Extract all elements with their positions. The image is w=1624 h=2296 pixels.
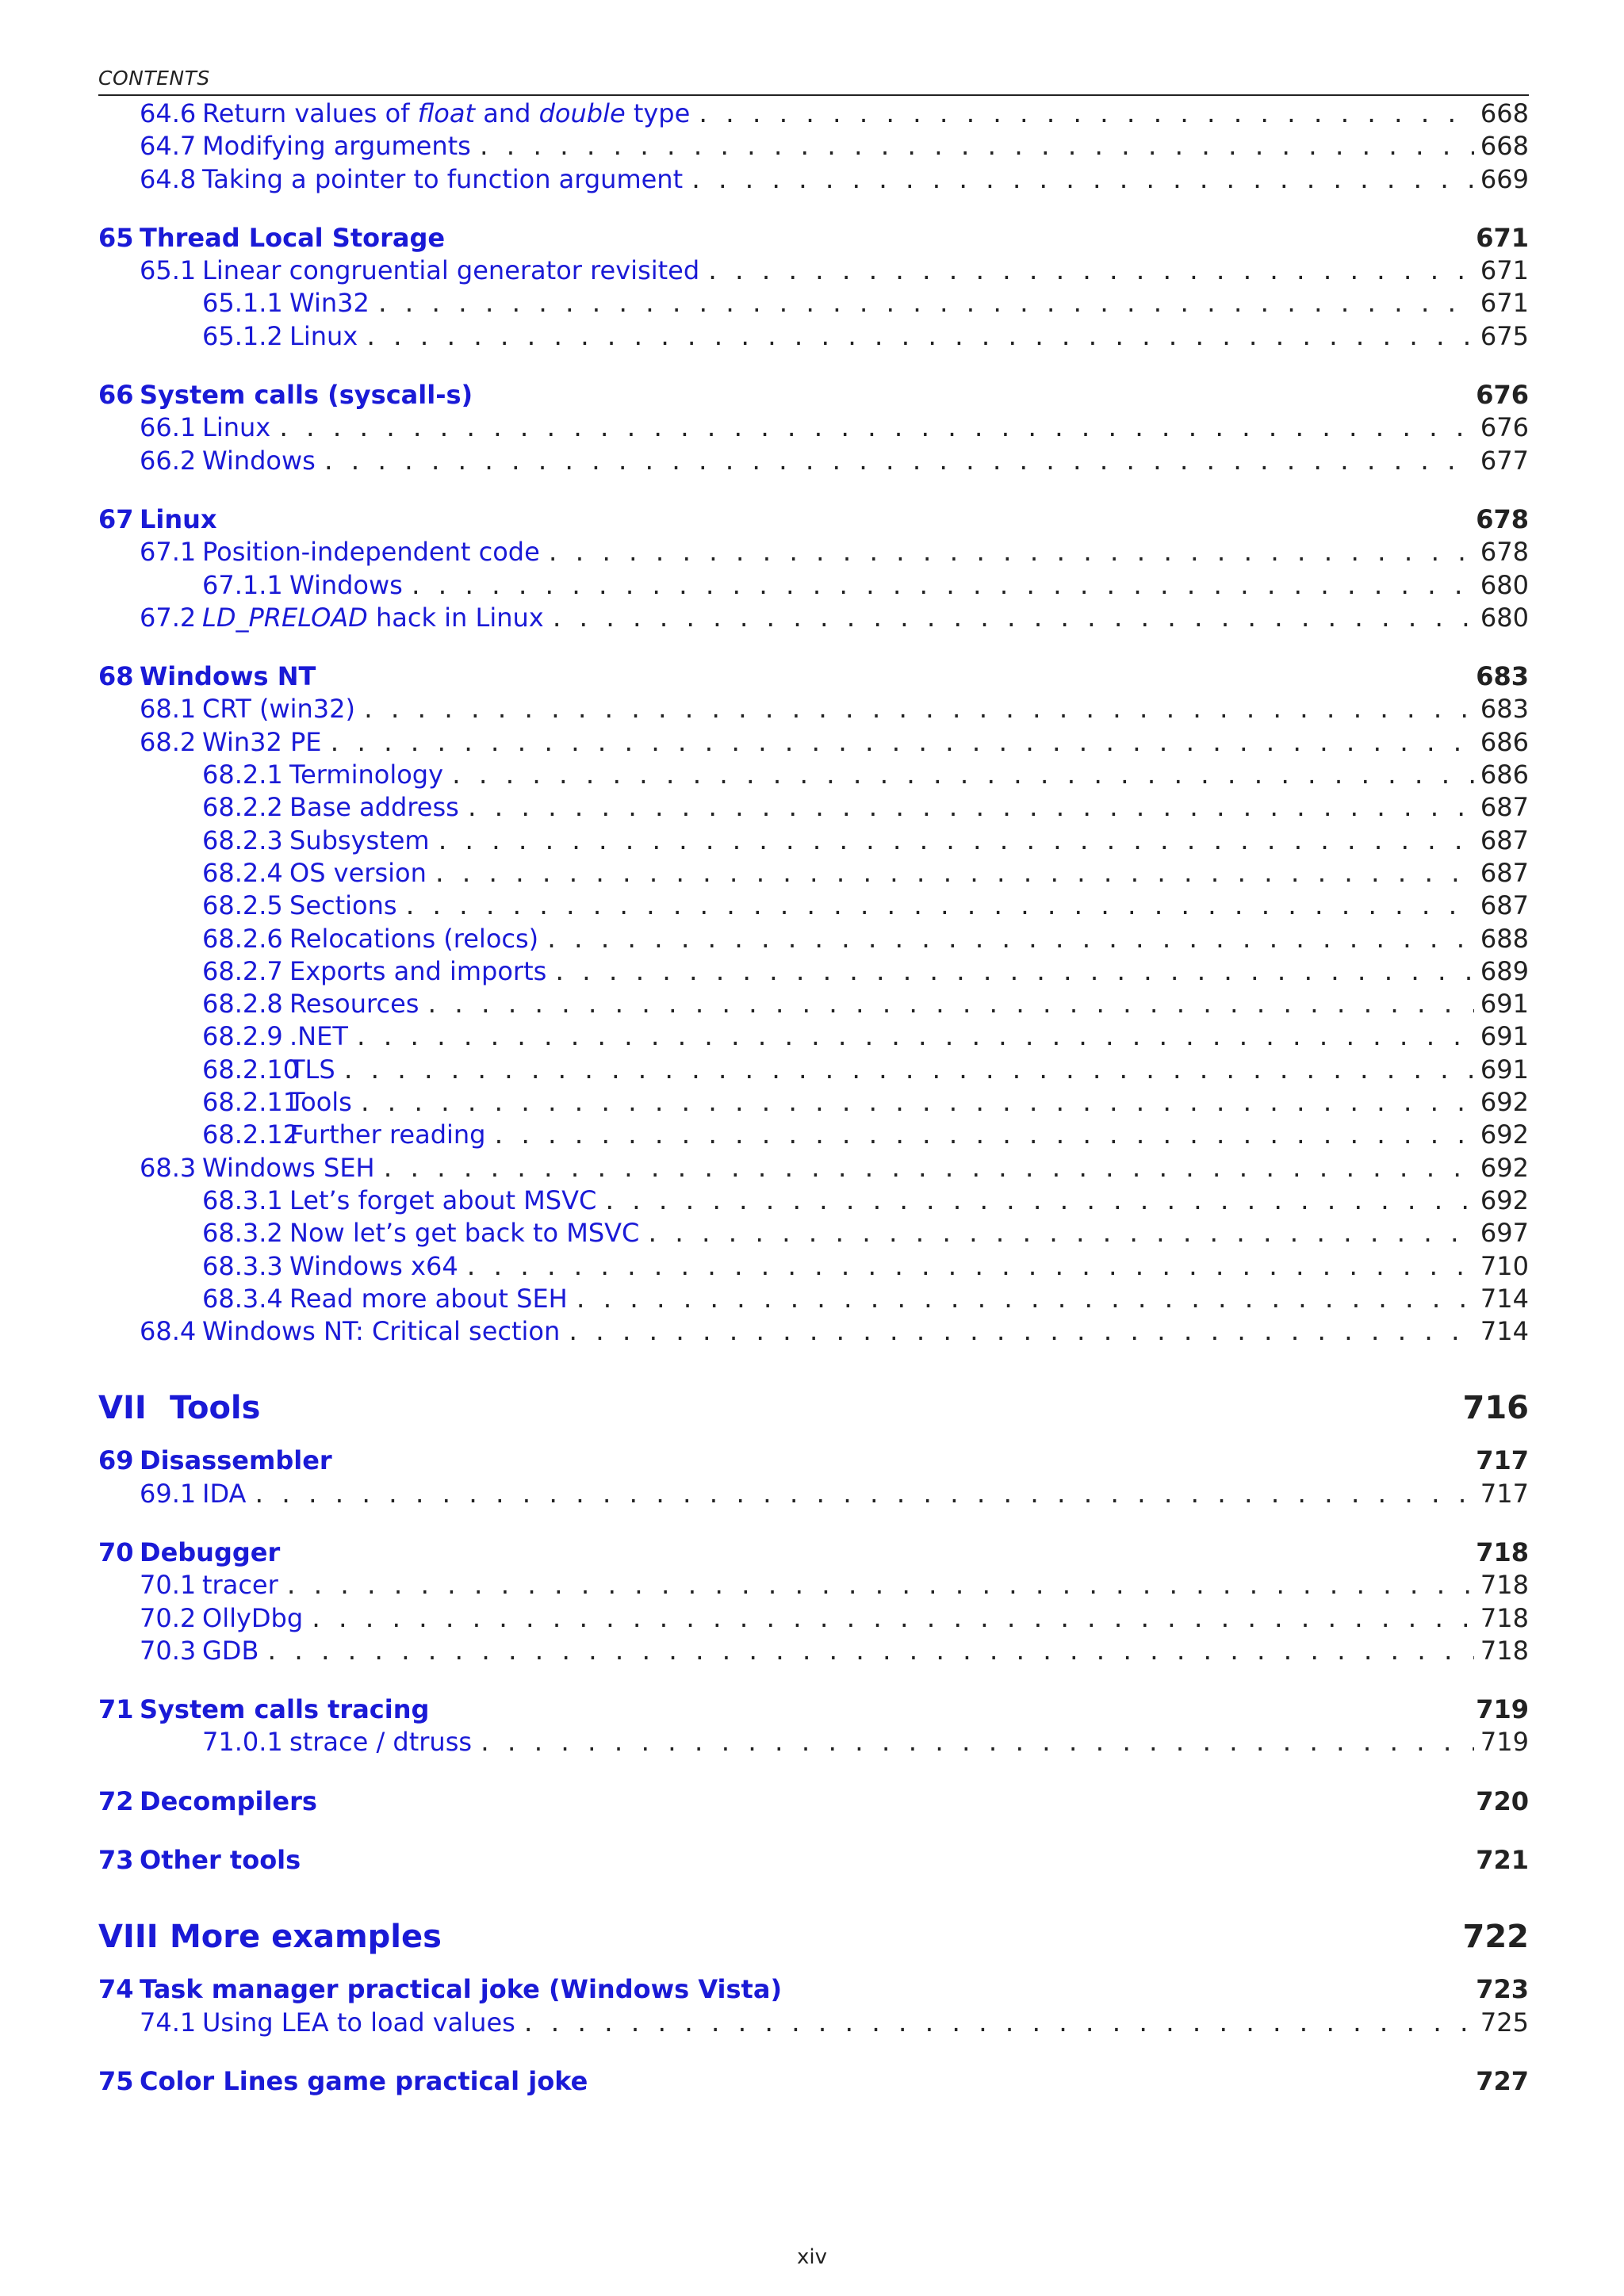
toc-entry-page: 676 <box>1480 412 1529 443</box>
dot-leader <box>477 131 1474 163</box>
toc-entry-title: Sections <box>289 890 397 921</box>
entry-link[interactable] <box>140 163 683 196</box>
toc-entry-page: 721 <box>1476 1845 1529 1876</box>
entry-link[interactable] <box>202 791 459 824</box>
entry-link[interactable] <box>140 1315 560 1348</box>
entry-link[interactable] <box>202 1217 639 1249</box>
toc-entry-number: 65 <box>98 222 134 253</box>
dot-leader <box>404 890 1474 923</box>
toc-section[interactable] <box>98 130 1529 163</box>
toc-entry-title: Windows <box>202 445 316 476</box>
toc-entry-page: 717 <box>1480 1478 1529 1509</box>
table-of-contents <box>98 98 1529 2098</box>
toc-entry-title: Taking a pointer to function argument <box>202 163 684 194</box>
dot-leader <box>328 727 1474 760</box>
dot-leader <box>689 164 1474 197</box>
entry-link[interactable] <box>202 287 370 320</box>
toc-entry-page: 718 <box>1480 1570 1529 1601</box>
toc-subsection[interactable] <box>98 287 1529 320</box>
toc-entry-title: Let’s forget about MSVC <box>289 1184 597 1215</box>
toc-subsection[interactable] <box>98 955 1529 988</box>
toc-entry-page: 687 <box>1480 857 1529 888</box>
toc-entry-page: 680 <box>1480 602 1529 633</box>
entry-link[interactable] <box>202 988 419 1020</box>
toc-subsection[interactable] <box>98 569 1529 602</box>
toc-entry-title: OllyDbg <box>202 1602 304 1633</box>
chapter-link[interactable] <box>98 222 445 254</box>
entry-link[interactable] <box>202 1086 352 1119</box>
toc-subsection[interactable] <box>98 1020 1529 1053</box>
toc-entry-number: VIII <box>98 1919 159 1956</box>
toc-entry-number: 71 <box>98 1694 134 1725</box>
toc-subsection[interactable] <box>98 1086 1529 1119</box>
toc-part[interactable] <box>98 1913 1529 1961</box>
dot-leader <box>436 825 1474 858</box>
toc-chapter[interactable] <box>98 1785 1529 1818</box>
entry-link[interactable] <box>140 693 355 725</box>
toc-entry-number: 68.2.5 <box>202 890 283 921</box>
entry-link[interactable] <box>202 955 546 988</box>
entry-link[interactable] <box>202 1020 348 1053</box>
toc-entry-page: 717 <box>1476 1445 1529 1476</box>
toc-entry-title: Position-independent code <box>202 537 540 568</box>
toc-entry-page: 692 <box>1480 1184 1529 1215</box>
toc-entry-title: Windows <box>289 569 403 600</box>
toc-entry-page: 671 <box>1480 255 1529 286</box>
toc-subsection[interactable] <box>98 1184 1529 1217</box>
toc-entry-title: Return values of float and double type <box>202 98 691 128</box>
toc-entry-number: 72 <box>98 1785 134 1816</box>
toc-entry-number: 68.2.4 <box>202 857 283 888</box>
dot-leader <box>566 1316 1474 1349</box>
toc-entry-title: Windows SEH <box>202 1152 375 1183</box>
toc-chapter[interactable] <box>98 1445 1529 1477</box>
dot-leader <box>465 792 1474 825</box>
part-link[interactable] <box>98 1384 260 1432</box>
toc-section[interactable] <box>98 693 1529 725</box>
toc-entry-number: 65.1 <box>140 255 197 286</box>
entry-link[interactable] <box>140 602 544 634</box>
toc-entry-page: 691 <box>1480 989 1529 1020</box>
dot-leader <box>545 924 1474 956</box>
toc-entry-title: Exports and imports <box>289 955 547 986</box>
toc-entry-number: VII <box>98 1390 147 1427</box>
entry-link[interactable] <box>140 130 471 163</box>
toc-entry-page: 697 <box>1480 1218 1529 1249</box>
toc-entry-number: 64.7 <box>140 131 197 162</box>
toc-entry-title: Using LEA to load values <box>202 2007 515 2038</box>
entry-link[interactable] <box>202 569 403 602</box>
toc-entry-title: strace / dtruss <box>289 1727 473 1758</box>
chapter-link[interactable] <box>98 2065 588 2098</box>
entry-link[interactable] <box>202 1119 485 1151</box>
toc-section[interactable] <box>98 726 1529 759</box>
toc-entry-title: Task manager practical joke (Windows Vista) <box>140 1974 783 2005</box>
chapter-link[interactable] <box>98 1785 317 1818</box>
entry-link[interactable] <box>202 1054 335 1086</box>
chapter-link[interactable] <box>98 1973 782 2006</box>
toc-chapter[interactable] <box>98 2065 1529 2098</box>
toc-entry-page: 710 <box>1480 1250 1529 1281</box>
toc-entry-page: 714 <box>1480 1283 1529 1314</box>
toc-entry-page: 716 <box>1462 1390 1529 1427</box>
entry-link[interactable] <box>202 1184 596 1217</box>
entry-link[interactable] <box>202 890 397 922</box>
toc-entry-number: 66.2 <box>140 445 197 476</box>
dot-leader <box>450 760 1474 792</box>
toc-entry-number: 68.2.6 <box>202 923 283 954</box>
toc-entry-page: 687 <box>1480 825 1529 855</box>
dot-leader <box>409 570 1474 603</box>
dot-leader <box>492 1119 1473 1152</box>
toc-entry-page: 723 <box>1476 1974 1529 2005</box>
dot-leader <box>522 2007 1474 2040</box>
chapter-link[interactable] <box>98 379 473 411</box>
dot-leader <box>433 858 1474 890</box>
toc-entry-number: 68.2.9 <box>202 1021 283 1052</box>
entry-link[interactable] <box>140 2007 515 2039</box>
toc-entry-title: Linux <box>202 412 271 443</box>
toc-entry-title: Subsystem <box>289 825 430 855</box>
toc-entry-number: 68.2.2 <box>202 792 283 823</box>
dot-leader <box>574 1284 1474 1316</box>
toc-entry-title: System calls tracing <box>140 1694 430 1725</box>
toc-entry-number: 70.3 <box>140 1635 197 1666</box>
toc-entry-page: 692 <box>1480 1152 1529 1183</box>
toc-entry-title: Windows x64 <box>289 1250 458 1281</box>
entry-link[interactable] <box>140 726 322 759</box>
toc-entry-number: 67.1.1 <box>202 569 283 600</box>
toc-entry-title: More examples <box>170 1919 442 1956</box>
toc-entry-title: Debugger <box>140 1536 281 1567</box>
toc-entry-page: 687 <box>1480 792 1529 823</box>
toc-entry-title: Linear congruential generator revisited <box>202 255 700 286</box>
toc-entry-number: 65.1.1 <box>202 288 283 319</box>
toc-entry-title: Windows NT <box>140 661 316 692</box>
toc-entry-page: 722 <box>1462 1919 1529 1956</box>
dot-leader <box>285 1570 1474 1602</box>
toc-entry-number: 66.1 <box>140 412 197 443</box>
toc-entry-number: 67.1 <box>140 537 197 568</box>
toc-entry-number: 68.2.11 <box>202 1087 300 1118</box>
toc-entry-title: Read more about SEH <box>289 1283 568 1314</box>
toc-subsection[interactable] <box>98 923 1529 955</box>
toc-entry-page: 692 <box>1480 1087 1529 1118</box>
toc-chapter[interactable] <box>98 1693 1529 1726</box>
toc-subsection[interactable] <box>98 1283 1529 1315</box>
toc-entry-title: Tools <box>170 1390 261 1427</box>
toc-entry-number: 68.3.3 <box>202 1250 283 1281</box>
entry-link[interactable] <box>140 254 699 287</box>
dot-leader <box>362 694 1474 726</box>
toc-entry-page: 686 <box>1480 726 1529 757</box>
toc-entry-number: 74 <box>98 1974 134 2005</box>
toc-entry-page: 677 <box>1480 445 1529 476</box>
toc-entry-page: 669 <box>1480 163 1529 194</box>
toc-entry-page: 725 <box>1480 2007 1529 2038</box>
running-header: CONTENTS <box>98 67 1529 96</box>
toc-entry-number: 68.2.8 <box>202 989 283 1020</box>
toc-entry-page: 678 <box>1480 537 1529 568</box>
dot-leader <box>252 1479 1474 1511</box>
toc-entry-title: Windows NT: Critical section <box>202 1316 561 1347</box>
entry-link[interactable] <box>140 1602 303 1635</box>
toc-section[interactable] <box>98 1602 1529 1635</box>
toc-section[interactable] <box>98 445 1529 477</box>
page-number: xiv <box>797 2245 827 2269</box>
toc-entry-number: 67.2 <box>140 602 197 633</box>
toc-entry-number: 70.1 <box>140 1570 197 1601</box>
toc-entry-page: 718 <box>1480 1635 1529 1666</box>
toc-chapter[interactable] <box>98 1844 1529 1877</box>
toc-chapter[interactable] <box>98 660 1529 693</box>
entry-link[interactable] <box>140 536 540 568</box>
toc-entry-number: 64.6 <box>140 98 197 128</box>
toc-entry-number: 69.1 <box>140 1478 197 1509</box>
toc-entry-title: Other tools <box>140 1845 301 1876</box>
toc-entry-title: TLS <box>289 1054 335 1085</box>
toc-chapter[interactable] <box>98 1536 1529 1569</box>
toc-entry-page: 720 <box>1476 1785 1529 1816</box>
toc-entry-title: Linux <box>289 320 358 351</box>
toc-subsection[interactable] <box>98 1250 1529 1283</box>
toc-section[interactable] <box>98 1635 1529 1667</box>
toc-entry-title: LD_PRELOAD hack in Linux <box>202 602 544 633</box>
toc-entry-page: 686 <box>1480 760 1529 790</box>
entry-link[interactable] <box>140 445 316 477</box>
dot-leader <box>603 1185 1474 1218</box>
toc-entry-page: 719 <box>1476 1694 1529 1725</box>
toc-entry-number: 68.2.3 <box>202 825 283 855</box>
toc-entry-number: 69 <box>98 1445 134 1476</box>
dot-leader <box>358 1087 1474 1119</box>
toc-entry-number: 68.3.4 <box>202 1283 283 1314</box>
toc-section[interactable] <box>98 98 1529 130</box>
toc-section[interactable] <box>98 602 1529 634</box>
toc-entry-page: 683 <box>1476 661 1529 692</box>
toc-subsection[interactable] <box>98 890 1529 922</box>
entry-link[interactable] <box>140 1635 259 1667</box>
toc-subsection[interactable] <box>98 857 1529 890</box>
toc-entry-page: 678 <box>1476 503 1529 534</box>
dot-leader <box>706 255 1474 288</box>
toc-entry-title: Now let’s get back to MSVC <box>289 1218 640 1249</box>
entry-link[interactable] <box>140 1478 246 1510</box>
chapter-link[interactable] <box>98 1693 429 1726</box>
dot-leader <box>354 1021 1474 1054</box>
entry-link[interactable] <box>202 1283 568 1315</box>
toc-entry-number: 68.4 <box>140 1316 197 1347</box>
toc-entry-page: 687 <box>1480 890 1529 921</box>
toc-section[interactable] <box>98 536 1529 568</box>
toc-entry-title: Decompilers <box>140 1785 317 1816</box>
toc-entry-number: 68.1 <box>140 694 197 725</box>
toc-entry-title: Further reading <box>289 1119 486 1150</box>
toc-subsection[interactable] <box>98 1119 1529 1151</box>
toc-entry-title: Thread Local Storage <box>140 222 446 253</box>
part-link[interactable] <box>98 1913 442 1961</box>
toc-subsection[interactable] <box>98 1217 1529 1249</box>
toc-section[interactable] <box>98 1152 1529 1184</box>
toc-entry-number: 75 <box>98 2065 134 2096</box>
dot-leader <box>322 446 1474 478</box>
toc-chapter[interactable] <box>98 222 1529 254</box>
toc-subsection[interactable] <box>98 1726 1529 1758</box>
toc-entry-page: 668 <box>1480 131 1529 162</box>
dot-leader <box>465 1251 1474 1284</box>
toc-entry-page: 691 <box>1480 1054 1529 1085</box>
toc-entry-number: 66 <box>98 380 134 411</box>
entry-link[interactable] <box>202 923 538 955</box>
dot-leader <box>696 98 1474 131</box>
toc-entry-title: GDB <box>202 1635 259 1666</box>
toc-entry-page: 668 <box>1480 98 1529 128</box>
toc-entry-title: Disassembler <box>140 1445 332 1476</box>
toc-entry-number: 68.2 <box>140 726 197 757</box>
toc-section[interactable] <box>98 2007 1529 2039</box>
dot-leader <box>309 1603 1474 1636</box>
toc-section[interactable] <box>98 1315 1529 1348</box>
toc-entry-title: Modifying arguments <box>202 131 471 162</box>
toc-entry-page: 676 <box>1476 380 1529 411</box>
entry-link[interactable] <box>202 857 427 890</box>
toc-page <box>98 67 1529 2098</box>
toc-section[interactable] <box>98 1478 1529 1510</box>
toc-entry-number: 68 <box>98 661 134 692</box>
toc-section[interactable] <box>98 254 1529 287</box>
dot-leader <box>277 412 1474 445</box>
toc-entry-page: 727 <box>1476 2065 1529 2096</box>
toc-subsection[interactable] <box>98 988 1529 1020</box>
toc-entry-title: IDA <box>202 1478 247 1509</box>
toc-entry-number: 71.0.1 <box>202 1727 283 1758</box>
toc-entry-page: 718 <box>1480 1602 1529 1633</box>
toc-section[interactable] <box>98 411 1529 444</box>
dot-leader <box>376 288 1474 320</box>
toc-entry-number: 64.8 <box>140 163 197 194</box>
toc-entry-number: 68.2.12 <box>202 1119 300 1150</box>
toc-entry-number: 73 <box>98 1845 134 1876</box>
toc-part[interactable] <box>98 1384 1529 1432</box>
toc-entry-number: 70.2 <box>140 1602 197 1633</box>
dot-leader <box>645 1218 1474 1250</box>
toc-entry-number: 68.3.2 <box>202 1218 283 1249</box>
dot-leader <box>364 321 1474 354</box>
dot-leader <box>381 1153 1474 1185</box>
entry-link[interactable] <box>202 1726 472 1758</box>
dot-leader <box>550 603 1474 635</box>
chapter-link[interactable] <box>98 503 217 536</box>
entry-link[interactable] <box>140 411 270 444</box>
toc-entry-number: 70 <box>98 1536 134 1567</box>
toc-entry-title: .NET <box>289 1021 348 1052</box>
toc-entry-page: 671 <box>1480 288 1529 319</box>
toc-entry-title: Linux <box>140 503 217 534</box>
toc-entry-page: 718 <box>1476 1536 1529 1567</box>
toc-entry-number: 68.2.1 <box>202 760 283 790</box>
entry-link[interactable] <box>140 1152 375 1184</box>
toc-entry-page: 714 <box>1480 1316 1529 1347</box>
toc-entry-page: 719 <box>1480 1727 1529 1758</box>
toc-entry-page: 689 <box>1480 955 1529 986</box>
toc-entry-page: 675 <box>1480 320 1529 351</box>
toc-entry-title: Relocations (relocs) <box>289 923 539 954</box>
entry-link[interactable] <box>202 1250 458 1283</box>
toc-entry-title: Win32 <box>289 288 370 319</box>
toc-entry-title: Color Lines game practical joke <box>140 2065 588 2096</box>
toc-entry-page: 691 <box>1480 1021 1529 1052</box>
toc-section[interactable] <box>98 1569 1529 1601</box>
toc-entry-number: 68.3.1 <box>202 1184 283 1215</box>
chapter-link[interactable] <box>98 1844 301 1877</box>
chapter-link[interactable] <box>98 1536 280 1569</box>
toc-entry-page: 688 <box>1480 923 1529 954</box>
toc-entry-number: 68.3 <box>140 1152 197 1183</box>
toc-section[interactable] <box>98 163 1529 196</box>
toc-entry-page: 680 <box>1480 569 1529 600</box>
dot-leader <box>546 537 1474 569</box>
dot-leader <box>425 989 1474 1021</box>
toc-entry-number: 68.2.10 <box>202 1054 300 1085</box>
toc-entry-title: Win32 PE <box>202 726 322 757</box>
toc-entry-number: 67 <box>98 503 134 534</box>
toc-entry-page: 692 <box>1480 1119 1529 1150</box>
toc-entry-title: OS version <box>289 857 427 888</box>
toc-subsection[interactable] <box>98 791 1529 824</box>
entry-link[interactable] <box>140 1569 278 1601</box>
dot-leader <box>342 1054 1474 1087</box>
entry-link[interactable] <box>202 759 443 791</box>
toc-subsection[interactable] <box>98 1054 1529 1086</box>
toc-entry-title: Tools <box>289 1087 352 1118</box>
toc-entry-number: 65.1.2 <box>202 320 283 351</box>
chapter-link[interactable] <box>98 1445 332 1477</box>
toc-entry-title: Terminology <box>289 760 444 790</box>
entry-link[interactable] <box>202 320 358 353</box>
dot-leader <box>478 1727 1474 1759</box>
dot-leader <box>553 956 1474 989</box>
toc-subsection[interactable] <box>98 759 1529 791</box>
toc-chapter[interactable] <box>98 503 1529 536</box>
chapter-link[interactable] <box>98 660 316 693</box>
toc-entry-page: 683 <box>1480 694 1529 725</box>
toc-entry-page: 671 <box>1476 222 1529 253</box>
entry-link[interactable] <box>140 98 690 130</box>
toc-subsection[interactable] <box>98 825 1529 857</box>
toc-entry-title: System calls (syscall-s) <box>140 380 473 411</box>
entry-link[interactable] <box>202 825 430 857</box>
toc-entry-number: 74.1 <box>140 2007 197 2038</box>
toc-entry-number: 68.2.7 <box>202 955 283 986</box>
toc-subsection[interactable] <box>98 320 1529 353</box>
toc-entry-title: Base address <box>289 792 459 823</box>
toc-entry-title: CRT (win32) <box>202 694 355 725</box>
dot-leader <box>265 1636 1474 1668</box>
toc-entry-title: Resources <box>289 989 419 1020</box>
toc-chapter[interactable] <box>98 379 1529 411</box>
toc-entry-title: tracer <box>202 1570 278 1601</box>
toc-chapter[interactable] <box>98 1973 1529 2006</box>
